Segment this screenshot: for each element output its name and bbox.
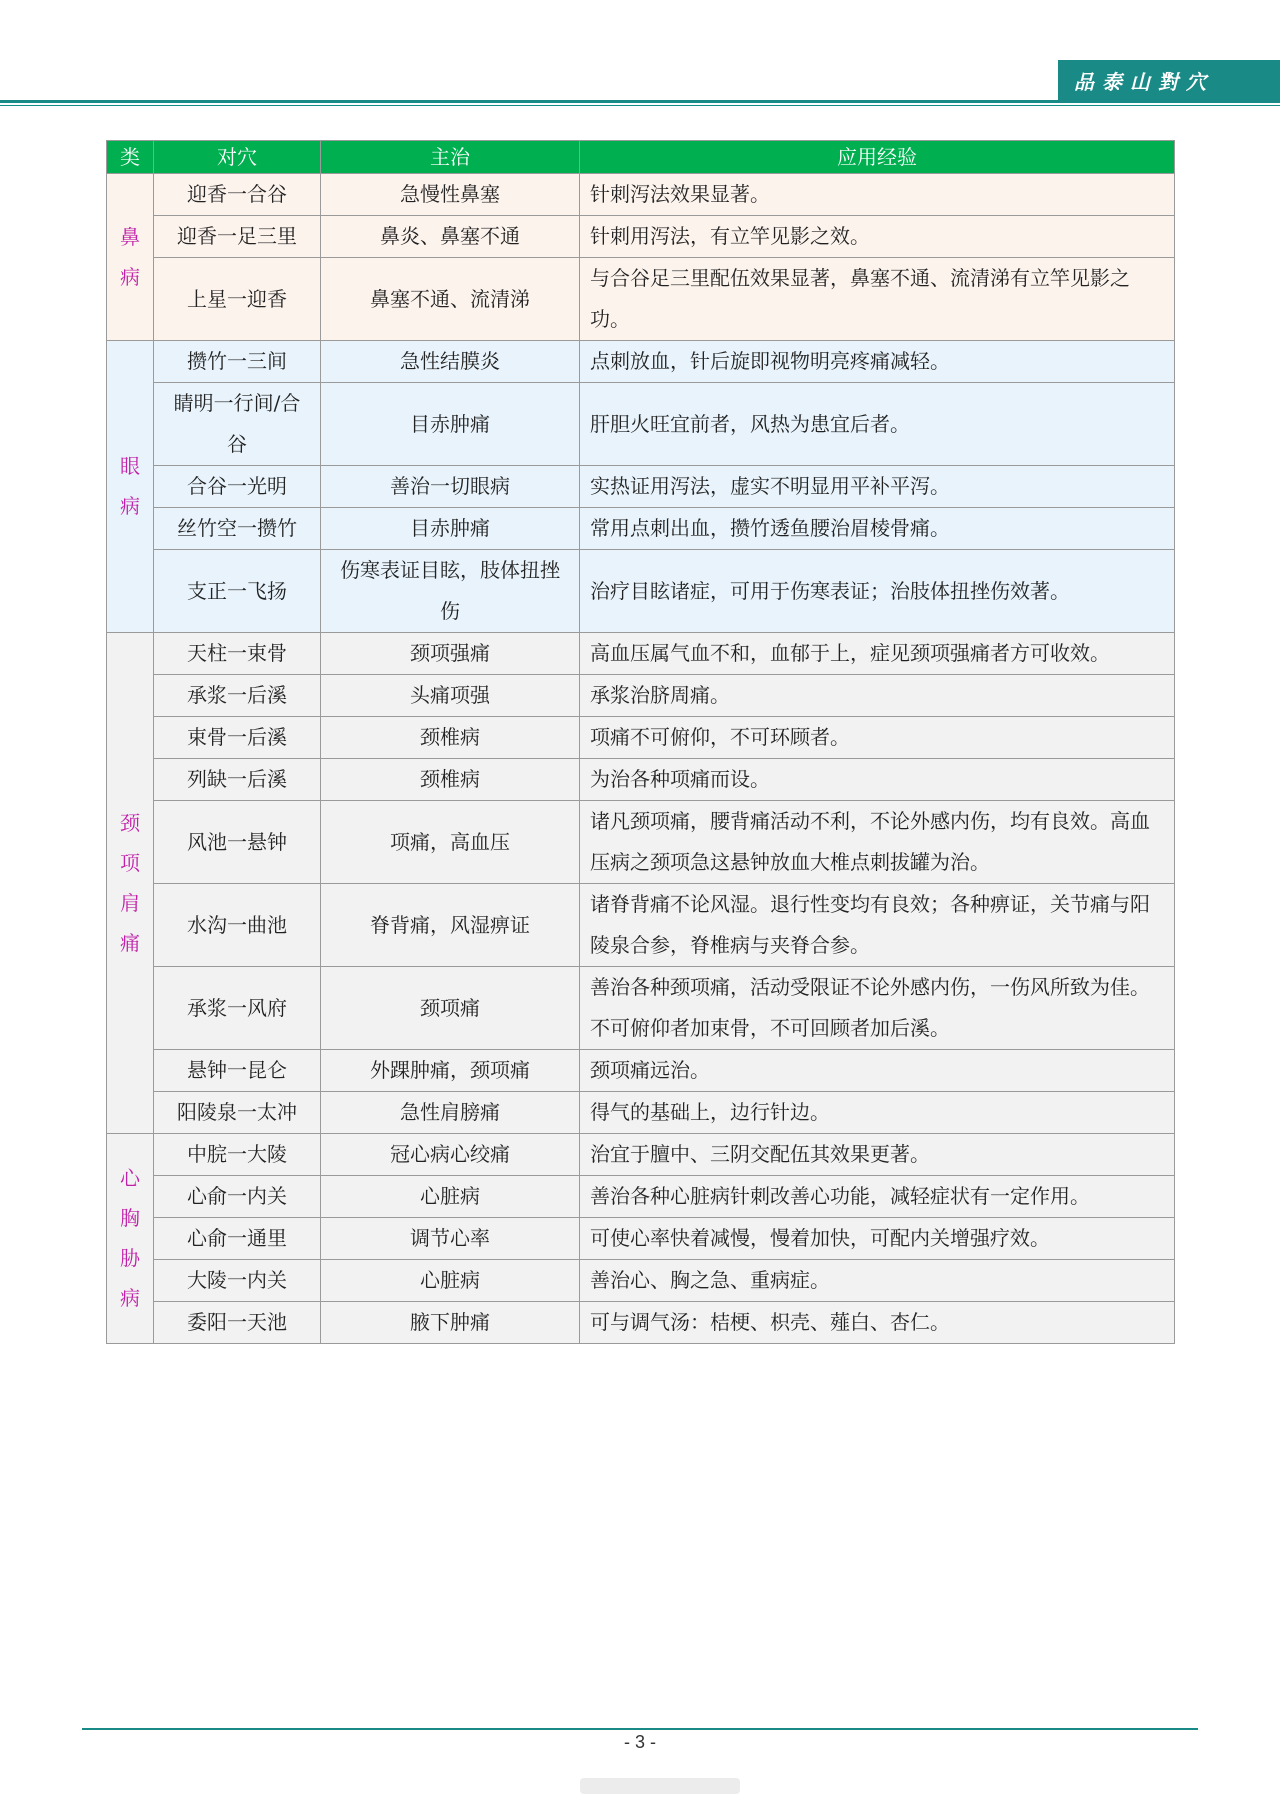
pair-cell: 迎香一合谷: [154, 174, 321, 216]
experience-cell: 得气的基础上，边行针边。: [580, 1092, 1175, 1134]
pair-cell: 合谷一光明: [154, 466, 321, 508]
treat-cell: 急性结膜炎: [321, 341, 580, 383]
treat-cell: 颈椎病: [321, 717, 580, 759]
treat-cell: 冠心病心绞痛: [321, 1134, 580, 1176]
pair-cell: 阳陵泉一太冲: [154, 1092, 321, 1134]
pair-cell: 承浆一风府: [154, 967, 321, 1050]
treat-cell: 心脏病: [321, 1176, 580, 1218]
treat-cell: 目赤肿痛: [321, 383, 580, 466]
col-header-pair: 对穴: [154, 141, 321, 174]
experience-cell: 高血压属气血不和，血郁于上，症见颈项强痛者方可收效。: [580, 633, 1175, 675]
treat-cell: 项痛，高血压: [321, 801, 580, 884]
experience-cell: 诸脊背痛不论风湿。退行性变均有良效；各种痹证，关节痛与阳陵泉合参，脊椎病与夹脊合参。: [580, 884, 1175, 967]
experience-cell: 治宜于膻中、三阴交配伍其效果更著。: [580, 1134, 1175, 1176]
table-row: [107, 216, 1175, 258]
pair-cell: 支正一飞扬: [154, 550, 321, 633]
category-label: 心胸胁病: [120, 1166, 140, 1310]
pair-cell: 列缺一后溪: [154, 759, 321, 801]
pair-cell: 中脘一大陵: [154, 1134, 321, 1176]
experience-cell: 诸凡颈项痛，腰背痛活动不利，不论外感内伤，均有良效。高血压病之颈项急这悬钟放血大椎点刺拔罐为治。: [580, 801, 1175, 884]
experience-cell: 善治心、胸之急、重病症。: [580, 1260, 1175, 1302]
pair-cell: 上星一迎香: [154, 258, 321, 341]
header-rule-thin: [0, 105, 1280, 106]
category-cell: [107, 1134, 154, 1344]
table-row: [107, 1050, 1175, 1092]
table-row: [107, 1176, 1175, 1218]
treat-cell: 颈椎病: [321, 759, 580, 801]
treat-cell: 颈项强痛: [321, 633, 580, 675]
watermark: [580, 1778, 740, 1794]
col-header-treat: 主治: [321, 141, 580, 174]
table-row: [107, 884, 1175, 967]
pair-cell: 攒竹一三间: [154, 341, 321, 383]
experience-cell: 可使心率快着减慢，慢着加快，可配内关增强疗效。: [580, 1218, 1175, 1260]
table-row: [107, 174, 1175, 216]
pair-cell: 睛明一行间/合谷: [154, 383, 321, 466]
treat-cell: 外踝肿痛，颈项痛: [321, 1050, 580, 1092]
pair-cell: 束骨一后溪: [154, 717, 321, 759]
pair-cell: 委阳一天池: [154, 1302, 321, 1344]
table-row: [107, 1218, 1175, 1260]
table-row: [107, 717, 1175, 759]
pair-cell: 心俞一内关: [154, 1176, 321, 1218]
page-number: - 3 -: [623, 1732, 656, 1752]
pair-cell: 承浆一后溪: [154, 675, 321, 717]
experience-cell: 为治各种项痛而设。: [580, 759, 1175, 801]
table-row: [107, 801, 1175, 884]
pair-cell: 风池一悬钟: [154, 801, 321, 884]
col-header-category: 类: [107, 141, 154, 174]
treat-cell: 善治一切眼病: [321, 466, 580, 508]
pair-cell: 水沟一曲池: [154, 884, 321, 967]
treat-cell: 心脏病: [321, 1260, 580, 1302]
treat-cell: 目赤肿痛: [321, 508, 580, 550]
pair-cell: 心俞一通里: [154, 1218, 321, 1260]
table-row: [107, 1134, 1175, 1176]
experience-cell: 与合谷足三里配伍效果显著，鼻塞不通、流清涕有立竿见影之功。: [580, 258, 1175, 341]
experience-cell: 可与调气汤：桔梗、枳壳、薤白、杏仁。: [580, 1302, 1175, 1344]
experience-cell: 常用点刺出血，攒竹透鱼腰治眉棱骨痛。: [580, 508, 1175, 550]
footer-rule: [82, 1728, 1198, 1730]
table-row: [107, 759, 1175, 801]
experience-cell: 颈项痛远治。: [580, 1050, 1175, 1092]
category-cell: [107, 174, 154, 341]
header-rule: [0, 100, 1280, 103]
pair-cell: 迎香一足三里: [154, 216, 321, 258]
experience-cell: 针刺用泻法，有立竿见影之效。: [580, 216, 1175, 258]
pair-cell: 天柱一束骨: [154, 633, 321, 675]
table-row: [107, 1260, 1175, 1302]
treat-cell: 鼻炎、鼻塞不通: [321, 216, 580, 258]
experience-cell: 针刺泻法效果显著。: [580, 174, 1175, 216]
table-row: [107, 258, 1175, 341]
treat-cell: 腋下肿痛: [321, 1302, 580, 1344]
table-row: [107, 508, 1175, 550]
table-row: [107, 633, 1175, 675]
category-cell: [107, 341, 154, 633]
treat-cell: 鼻塞不通、流清涕: [321, 258, 580, 341]
pair-cell: 丝竹空一攒竹: [154, 508, 321, 550]
experience-cell: 善治各种颈项痛，活动受限证不论外感内伤，一伤风所致为佳。不可俯仰者加束骨，不可回顾者加后溪。: [580, 967, 1175, 1050]
table-row: [107, 550, 1175, 633]
table-header-row: [107, 141, 1175, 174]
treat-cell: 脊背痛，风湿痹证: [321, 884, 580, 967]
table-row: [107, 1302, 1175, 1344]
table-row: [107, 1092, 1175, 1134]
experience-cell: 治疗目眩诸症，可用于伤寒表证；治肢体扭挫伤效著。: [580, 550, 1175, 633]
table-row: [107, 341, 1175, 383]
col-header-experience: 应用经验: [580, 141, 1175, 174]
table-row: [107, 383, 1175, 466]
table-row: [107, 675, 1175, 717]
treat-cell: 颈项痛: [321, 967, 580, 1050]
category-label: 鼻病: [120, 224, 140, 289]
experience-cell: 肝胆火旺宜前者，风热为患宜后者。: [580, 383, 1175, 466]
header-title: 品泰山對穴: [1058, 60, 1280, 100]
experience-cell: 承浆治脐周痛。: [580, 675, 1175, 717]
treat-cell: 头痛项强: [321, 675, 580, 717]
experience-cell: 点刺放血，针后旋即视物明亮疼痛减轻。: [580, 341, 1175, 383]
acupoint-pair-table: [106, 140, 1175, 1344]
category-label: 眼病: [120, 454, 140, 518]
pair-cell: 大陵一内关: [154, 1260, 321, 1302]
experience-cell: 实热证用泻法，虚实不明显用平补平泻。: [580, 466, 1175, 508]
experience-cell: 项痛不可俯仰，不可环顾者。: [580, 717, 1175, 759]
treat-cell: 急性肩膀痛: [321, 1092, 580, 1134]
category-label: 颈项肩痛: [120, 810, 140, 955]
pair-cell: 悬钟一昆仑: [154, 1050, 321, 1092]
treat-cell: 调节心率: [321, 1218, 580, 1260]
category-cell: [107, 633, 154, 1134]
treat-cell: 伤寒表证目眩，肢体扭挫伤: [321, 550, 580, 633]
table-row: [107, 967, 1175, 1050]
experience-cell: 善治各种心脏病针刺改善心功能，减轻症状有一定作用。: [580, 1176, 1175, 1218]
treat-cell: 急慢性鼻塞: [321, 174, 580, 216]
table-row: [107, 466, 1175, 508]
